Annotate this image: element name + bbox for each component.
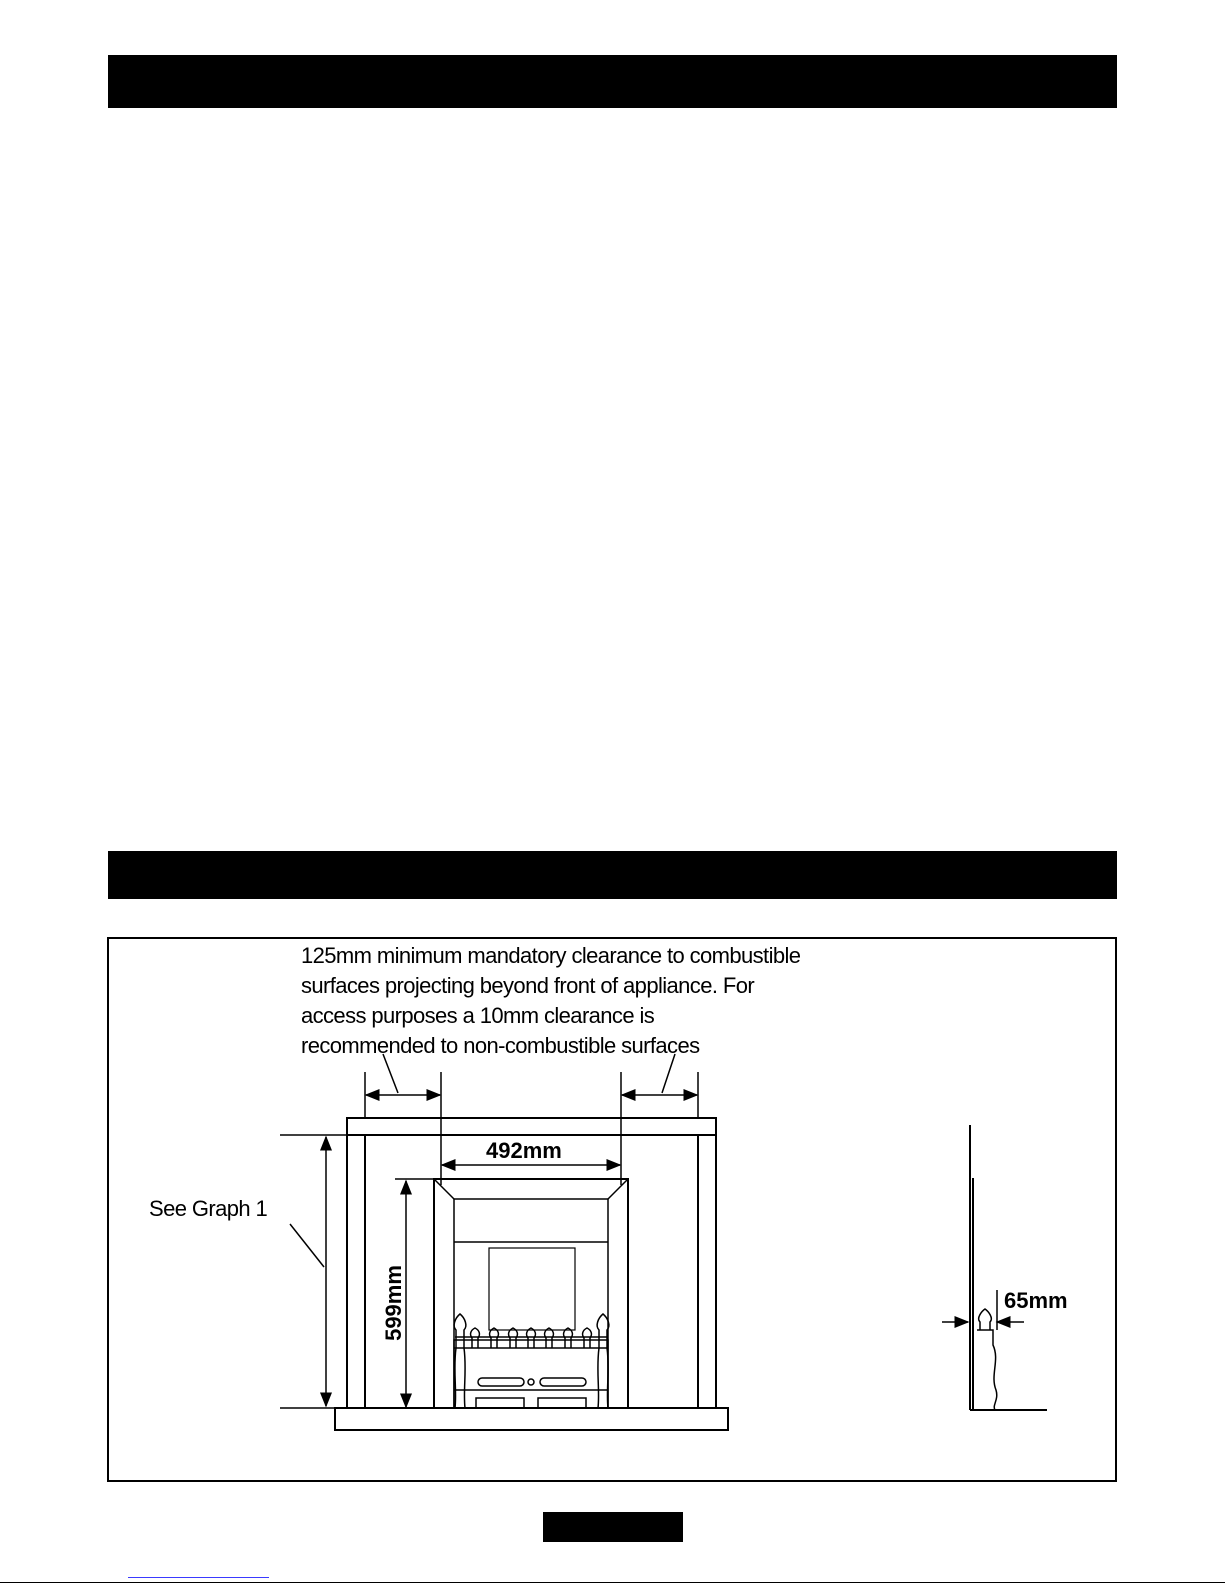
footer-link-underline [128,1577,269,1578]
clearance-note-line: 125mm minimum mandatory clearance to combustible [301,943,801,968]
fret-bar [527,1328,536,1348]
footer-rule [0,1582,1225,1583]
fret-bar [471,1328,480,1348]
fret-bar [490,1328,499,1348]
page-number-tab [543,1512,683,1542]
hearth [335,1408,728,1430]
clearance-note-line: recommended to non-combustible surfaces [301,1033,700,1058]
height-dimension-label: 599mm [381,1265,406,1341]
depth-dimension-label: 65mm [1004,1288,1068,1313]
fret-leg [598,1348,608,1408]
clearance-note-line: access purposes a 10mm clearance is [301,1003,655,1028]
fret-bar [545,1328,554,1348]
fire-outer-frame [434,1179,628,1408]
finial [454,1314,466,1348]
fret-bar [583,1328,592,1348]
fire-back-panel [489,1248,575,1330]
fret-bar [509,1328,518,1348]
fret-leg [455,1348,465,1408]
fret-bar [564,1328,573,1348]
width-dimension-label: 492mm [486,1138,562,1163]
finial [597,1314,609,1348]
clearance-note-line: surfaces projecting beyond front of appliance. For [301,973,755,998]
side-view-fire [977,1330,997,1410]
fire-inner-frame [454,1199,608,1408]
mantel-shelf [347,1118,716,1135]
graph-reference-label: See Graph 1 [149,1196,268,1221]
clearance-note [301,941,800,1061]
